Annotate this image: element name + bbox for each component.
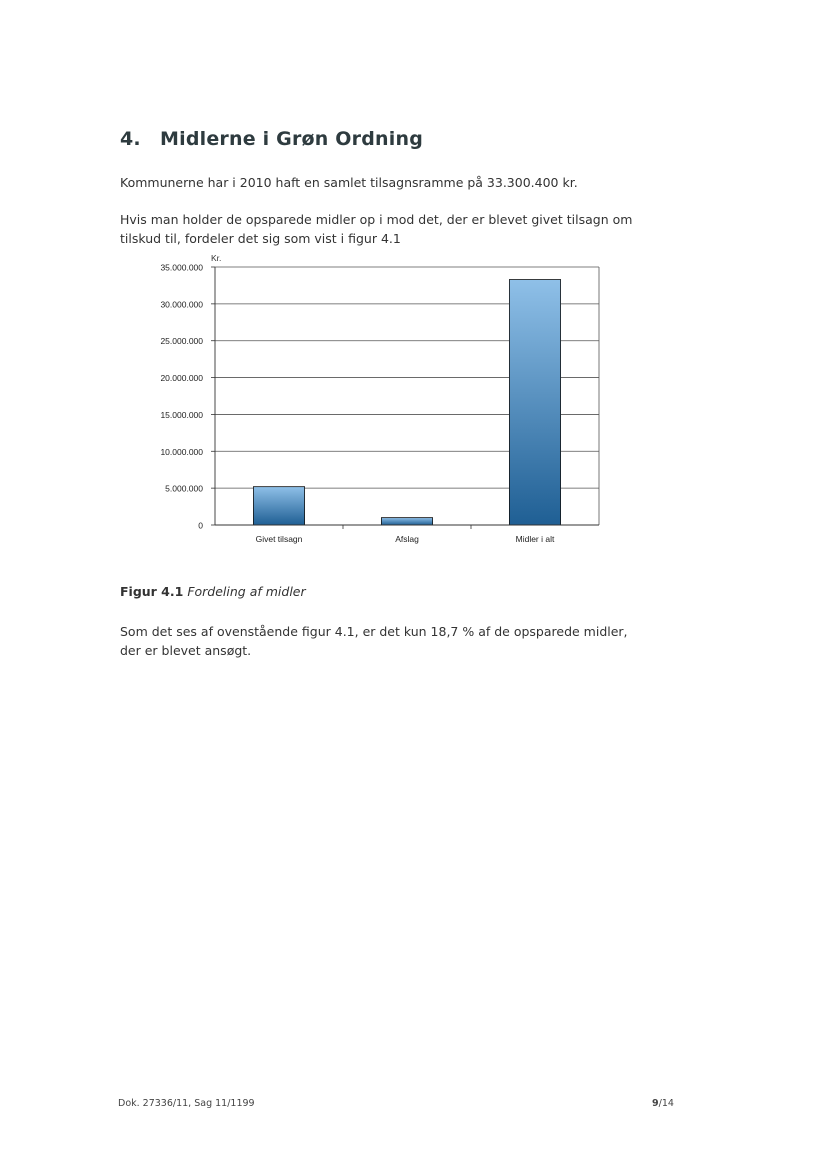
- conclusion-paragraph: Som det ses af ovenstående figur 4.1, er det kun 18,7 % af de opsparede midler, der er blevet ansøgt.: [120, 624, 628, 658]
- y-axis-label: Kr.: [211, 253, 222, 263]
- figure-caption: [120, 584, 306, 599]
- page-number: [652, 1098, 674, 1109]
- y-tick-label: 0: [198, 520, 203, 531]
- page-total: /14: [658, 1098, 674, 1109]
- y-tick-label: 35.000.000: [160, 262, 203, 273]
- figure-label: Figur 4.1: [120, 584, 184, 599]
- x-category-label: Givet tilsagn: [255, 534, 303, 544]
- y-tick-label: 5.000.000: [165, 483, 203, 494]
- section-number: 4.: [120, 128, 141, 150]
- document-reference: Dok. 27336/11, Sag 11/1199: [118, 1098, 255, 1109]
- x-category-label: Midler i alt: [515, 534, 555, 544]
- x-category-label: Afslag: [395, 534, 419, 544]
- figure-caption-text: Fordeling af midler: [187, 584, 306, 599]
- bar-chart: [140, 252, 610, 557]
- chart-canvas: [140, 252, 610, 557]
- intro-paragraph: Kommunerne har i 2010 haft en samlet tilsagnsramme på 33.300.400 kr.: [120, 175, 578, 190]
- page-current: 9: [652, 1098, 659, 1109]
- bar: [253, 487, 304, 525]
- y-tick-label: 10.000.000: [160, 446, 203, 457]
- bar: [509, 280, 560, 525]
- y-tick-label: 30.000.000: [160, 299, 203, 310]
- lead-paragraph: Hvis man holder de opsparede midler op i mod det, der er blevet givet tilsagn om tilskud til, fordeler det sig som vist i figur 4.1: [120, 212, 633, 246]
- y-tick-label: 15.000.000: [160, 409, 203, 420]
- y-tick-label: 20.000.000: [160, 373, 203, 384]
- bar: [381, 518, 432, 525]
- y-tick-label: 25.000.000: [160, 336, 203, 347]
- section-title: Midlerne i Grøn Ordning: [160, 128, 423, 150]
- section-heading: [120, 128, 423, 150]
